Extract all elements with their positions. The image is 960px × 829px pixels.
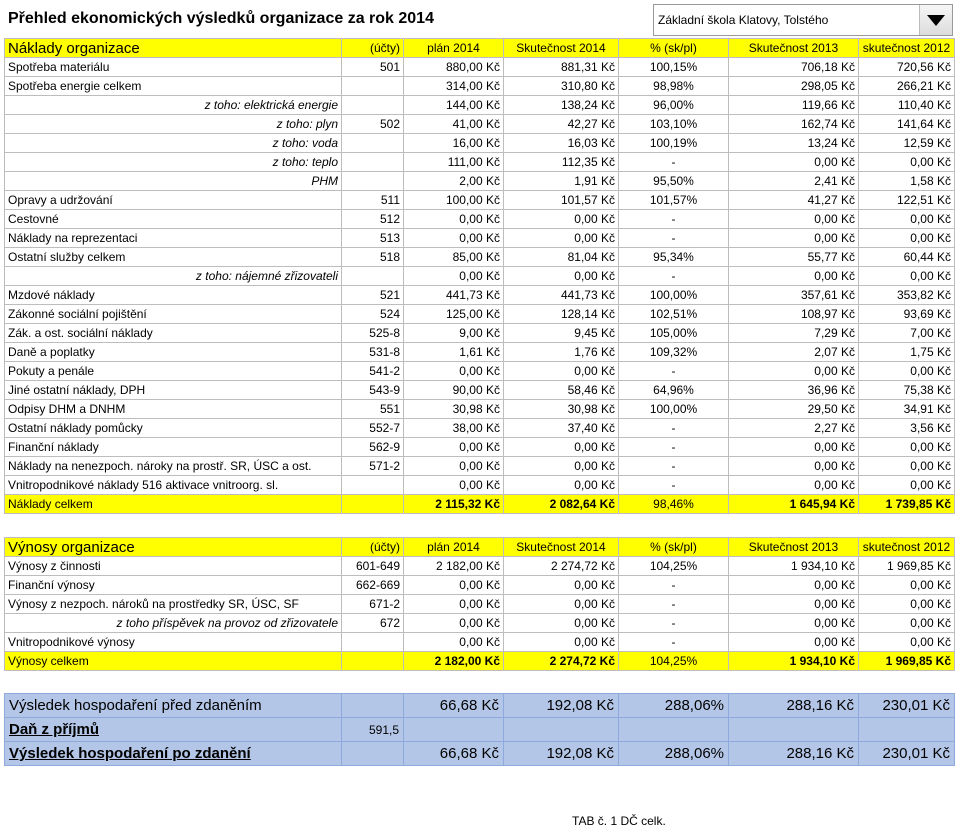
row-plan: 2,00 Kč [404,172,504,191]
row-plan: 66,68 Kč [404,694,504,718]
row-plan [404,718,504,742]
column-header: skutečnost 2012 [859,39,955,58]
row-plan: 314,00 Kč [404,77,504,96]
chevron-down-icon [927,15,945,26]
row-percent: 100,19% [619,134,729,153]
row-label: Výsledek hospodaření po zdanění [5,742,342,766]
row-actual-2012: 7,00 Kč [859,324,955,343]
row-plan: 66,68 Kč [404,742,504,766]
row-label: Spotřeba energie celkem [5,77,342,96]
row-actual-2014: 0,00 Kč [504,362,619,381]
table-row [5,229,955,248]
row-plan: 0,00 Kč [404,267,504,286]
table-row [5,457,955,476]
column-header: (účty) [342,538,404,557]
row-actual-2014: 101,57 Kč [504,191,619,210]
row-actual-2013: 2,07 Kč [729,343,859,362]
row-actual-2013: 0,00 Kč [729,438,859,457]
row-plan: 1,61 Kč [404,343,504,362]
row-actual-2013: 0,00 Kč [729,229,859,248]
row-percent: - [619,153,729,172]
row-account: 502 [342,115,404,134]
row-percent: - [619,267,729,286]
row-actual-2014: 0,00 Kč [504,267,619,286]
row-actual-2012: 0,00 Kč [859,595,955,614]
row-account: 525-8 [342,324,404,343]
row-actual-2013: 298,05 Kč [729,77,859,96]
table-row [5,324,955,343]
row-percent: 288,06% [619,742,729,766]
vynosy-table [4,537,955,671]
row-account [342,495,404,514]
row-actual-2012: 0,00 Kč [859,153,955,172]
row-account: 551 [342,400,404,419]
row-label: Pokuty a penále [5,362,342,381]
row-actual-2014: 0,00 Kč [504,476,619,495]
table-row [5,267,955,286]
row-actual-2013: 41,27 Kč [729,191,859,210]
row-actual-2012: 0,00 Kč [859,633,955,652]
row-actual-2014: 0,00 Kč [504,438,619,457]
column-header: Skutečnost 2013 [729,39,859,58]
row-plan: 2 115,32 Kč [404,495,504,514]
row-actual-2013: 0,00 Kč [729,457,859,476]
table-row [5,153,955,172]
row-label: Ostatní náklady pomůcky [5,419,342,438]
row-account: 511 [342,191,404,210]
row-actual-2012: 93,69 Kč [859,305,955,324]
row-plan: 144,00 Kč [404,96,504,115]
footer-note: TAB č. 1 DČ celk. [572,814,666,828]
row-actual-2013: 36,96 Kč [729,381,859,400]
row-actual-2014: 2 274,72 Kč [504,557,619,576]
row-actual-2014: 16,03 Kč [504,134,619,153]
row-actual-2013: 2,27 Kč [729,419,859,438]
table-row [5,210,955,229]
row-percent: - [619,633,729,652]
row-plan: 100,00 Kč [404,191,504,210]
row-account: 601-649 [342,557,404,576]
row-actual-2014: 30,98 Kč [504,400,619,419]
total-row [5,495,955,514]
row-percent: 95,50% [619,172,729,191]
row-label: Cestovné [5,210,342,229]
row-actual-2013: 1 934,10 Kč [729,652,859,671]
row-label: Zákonné sociální pojištění [5,305,342,324]
column-header: Skutečnost 2013 [729,538,859,557]
row-label: Jiné ostatní náklady, DPH [5,381,342,400]
row-account: 513 [342,229,404,248]
row-actual-2014: 441,73 Kč [504,286,619,305]
row-actual-2012: 0,00 Kč [859,576,955,595]
row-percent: 98,46% [619,495,729,514]
row-percent [619,718,729,742]
row-plan: 0,00 Kč [404,576,504,595]
table-row [5,115,955,134]
table-row [5,614,955,633]
row-percent: 95,34% [619,248,729,267]
row-percent: - [619,229,729,248]
row-percent: 105,00% [619,324,729,343]
column-header: skutečnost 2012 [859,538,955,557]
table-row [5,557,955,576]
row-account [342,267,404,286]
table-header-row [5,538,955,557]
row-percent: 100,00% [619,400,729,419]
row-actual-2012: 0,00 Kč [859,438,955,457]
row-actual-2014: 0,00 Kč [504,210,619,229]
row-actual-2013: 0,00 Kč [729,614,859,633]
row-account [342,742,404,766]
table-row [5,381,955,400]
row-percent: - [619,595,729,614]
row-actual-2014: 112,35 Kč [504,153,619,172]
row-actual-2013: 7,29 Kč [729,324,859,343]
row-actual-2013: 0,00 Kč [729,153,859,172]
row-actual-2013: 162,74 Kč [729,115,859,134]
row-label: Mzdové náklady [5,286,342,305]
row-label: Výnosy z činnosti [5,557,342,576]
row-actual-2012: 141,64 Kč [859,115,955,134]
row-actual-2013: 2,41 Kč [729,172,859,191]
row-account [342,652,404,671]
column-header: (účty) [342,39,404,58]
row-account: 662-669 [342,576,404,595]
row-label: Daně a poplatky [5,343,342,362]
row-actual-2014: 2 082,64 Kč [504,495,619,514]
row-account [342,77,404,96]
row-label: z toho příspěvek na provoz od zřizovatele [5,614,342,633]
row-label: Náklady na reprezentaci [5,229,342,248]
column-header: Skutečnost 2014 [504,538,619,557]
table-row [5,400,955,419]
row-account [342,172,404,191]
row-actual-2013: 0,00 Kč [729,633,859,652]
column-header: % (sk/pl) [619,39,729,58]
row-actual-2014: 192,08 Kč [504,742,619,766]
row-account: 524 [342,305,404,324]
row-actual-2014: 881,31 Kč [504,58,619,77]
row-plan: 41,00 Kč [404,115,504,134]
row-actual-2013: 0,00 Kč [729,267,859,286]
row-percent: 100,15% [619,58,729,77]
row-label: Náklady celkem [5,495,342,514]
table-header-row [5,39,955,58]
row-actual-2014: 42,27 Kč [504,115,619,134]
row-account: 521 [342,286,404,305]
column-header: Skutečnost 2014 [504,39,619,58]
row-actual-2014: 310,80 Kč [504,77,619,96]
row-actual-2012: 0,00 Kč [859,210,955,229]
page-title: Přehled ekonomických výsledků organizace za rok 2014 [8,10,434,27]
row-actual-2014: 0,00 Kč [504,614,619,633]
row-label: z toho: nájemné zřizovateli [5,267,342,286]
table-row [5,476,955,495]
column-header: plán 2014 [404,39,504,58]
table-row [5,248,955,267]
row-plan: 0,00 Kč [404,614,504,633]
table-row [5,595,955,614]
row-actual-2014: 138,24 Kč [504,96,619,115]
row-actual-2014: 81,04 Kč [504,248,619,267]
row-actual-2013: 706,18 Kč [729,58,859,77]
row-actual-2013: 13,24 Kč [729,134,859,153]
row-label: Spotřeba materiálu [5,58,342,77]
row-actual-2012: 34,91 Kč [859,400,955,419]
row-actual-2012: 1 969,85 Kč [859,557,955,576]
row-actual-2012: 60,44 Kč [859,248,955,267]
row-plan: 2 182,00 Kč [404,652,504,671]
row-actual-2014: 0,00 Kč [504,457,619,476]
row-actual-2013: 1 934,10 Kč [729,557,859,576]
row-account: 501 [342,58,404,77]
naklady-table [4,38,955,514]
column-header: Náklady organizace [5,39,342,58]
row-plan: 0,00 Kč [404,595,504,614]
row-account: 552-7 [342,419,404,438]
row-actual-2012: 230,01 Kč [859,694,955,718]
row-actual-2012: 353,82 Kč [859,286,955,305]
row-account: 571-2 [342,457,404,476]
row-label: Výsledek hospodaření před zdaněním [5,694,342,718]
column-header: % (sk/pl) [619,538,729,557]
row-plan: 0,00 Kč [404,476,504,495]
row-actual-2014: 9,45 Kč [504,324,619,343]
row-percent: 104,25% [619,652,729,671]
row-actual-2014: 37,40 Kč [504,419,619,438]
result-row [5,718,955,742]
row-account [342,96,404,115]
row-account: 541-2 [342,362,404,381]
row-account: 672 [342,614,404,633]
row-actual-2012: 0,00 Kč [859,457,955,476]
table-row [5,576,955,595]
row-actual-2014: 0,00 Kč [504,633,619,652]
table-row [5,96,955,115]
row-label: Daň z příjmů [5,718,342,742]
row-actual-2013: 0,00 Kč [729,576,859,595]
row-actual-2012: 0,00 Kč [859,267,955,286]
row-percent: 102,51% [619,305,729,324]
result-row [5,694,955,718]
row-account: 671-2 [342,595,404,614]
row-actual-2014: 0,00 Kč [504,229,619,248]
table-row [5,172,955,191]
row-percent: 288,06% [619,694,729,718]
row-actual-2012 [859,718,955,742]
row-actual-2012: 0,00 Kč [859,614,955,633]
row-actual-2012: 12,59 Kč [859,134,955,153]
row-actual-2012: 720,56 Kč [859,58,955,77]
row-label: Výnosy z nezpoch. nároků na prostředky SR, ÚSC, SF [5,595,342,614]
row-label: Odpisy DHM a DNHM [5,400,342,419]
row-actual-2013: 119,66 Kč [729,96,859,115]
row-account: 543-9 [342,381,404,400]
row-plan: 125,00 Kč [404,305,504,324]
row-plan: 0,00 Kč [404,438,504,457]
row-actual-2012: 0,00 Kč [859,362,955,381]
row-actual-2012: 3,56 Kč [859,419,955,438]
row-actual-2013: 55,77 Kč [729,248,859,267]
row-actual-2012: 1,75 Kč [859,343,955,362]
vysledek-table [4,693,955,766]
row-actual-2013: 0,00 Kč [729,362,859,381]
row-label: PHM [5,172,342,191]
row-actual-2013: 1 645,94 Kč [729,495,859,514]
row-plan: 30,98 Kč [404,400,504,419]
school-select[interactable] [653,4,953,36]
school-select-value: Základní škola Klatovy, Tolstého [658,13,829,27]
row-plan: 0,00 Kč [404,210,504,229]
table-row [5,419,955,438]
row-percent: - [619,419,729,438]
row-label: Ostatní služby celkem [5,248,342,267]
row-actual-2012: 230,01 Kč [859,742,955,766]
result-row [5,742,955,766]
column-header: plán 2014 [404,538,504,557]
table-row [5,438,955,457]
row-percent: - [619,438,729,457]
row-label: Opravy a udržování [5,191,342,210]
row-plan: 0,00 Kč [404,457,504,476]
row-plan: 9,00 Kč [404,324,504,343]
row-account [342,153,404,172]
row-label: Náklady na nenezpoch. nároky na prostř. SR, ÚSC a ost. [5,457,342,476]
row-percent: - [619,362,729,381]
row-account [342,633,404,652]
row-actual-2014: 1,76 Kč [504,343,619,362]
row-plan: 441,73 Kč [404,286,504,305]
row-account: 531-8 [342,343,404,362]
table-row [5,343,955,362]
row-actual-2012: 1,58 Kč [859,172,955,191]
row-actual-2014: 2 274,72 Kč [504,652,619,671]
row-actual-2012: 75,38 Kč [859,381,955,400]
row-actual-2012: 266,21 Kč [859,77,955,96]
row-account: 518 [342,248,404,267]
row-actual-2013: 288,16 Kč [729,742,859,766]
table-row [5,191,955,210]
row-actual-2012: 110,40 Kč [859,96,955,115]
row-plan: 0,00 Kč [404,362,504,381]
row-actual-2013: 357,61 Kč [729,286,859,305]
row-percent: - [619,476,729,495]
row-percent: 96,00% [619,96,729,115]
table-row [5,633,955,652]
row-percent: 100,00% [619,286,729,305]
row-plan: 0,00 Kč [404,229,504,248]
table-row [5,58,955,77]
row-account: 591,5 [342,718,404,742]
row-actual-2014: 128,14 Kč [504,305,619,324]
row-account: 562-9 [342,438,404,457]
row-label: Vnitropodnikové výnosy [5,633,342,652]
row-actual-2012: 0,00 Kč [859,476,955,495]
row-plan: 111,00 Kč [404,153,504,172]
row-account [342,476,404,495]
row-actual-2014: 1,91 Kč [504,172,619,191]
row-label: Finanční výnosy [5,576,342,595]
row-plan: 0,00 Kč [404,633,504,652]
row-actual-2013: 29,50 Kč [729,400,859,419]
row-label: Finanční náklady [5,438,342,457]
column-header: Výnosy organizace [5,538,342,557]
row-actual-2014: 192,08 Kč [504,694,619,718]
row-actual-2014 [504,718,619,742]
table-row [5,362,955,381]
row-label: Vnitropodnikové náklady 516 aktivace vnitroorg. sl. [5,476,342,495]
row-percent: 64,96% [619,381,729,400]
row-percent: - [619,614,729,633]
row-label: z toho: teplo [5,153,342,172]
table-row [5,286,955,305]
row-label: z toho: elektrická energie [5,96,342,115]
row-percent: - [619,210,729,229]
row-actual-2012: 1 969,85 Kč [859,652,955,671]
row-account [342,694,404,718]
row-actual-2013 [729,718,859,742]
row-percent: - [619,457,729,476]
row-account: 512 [342,210,404,229]
row-plan: 38,00 Kč [404,419,504,438]
row-percent: - [619,576,729,595]
row-plan: 2 182,00 Kč [404,557,504,576]
row-actual-2013: 0,00 Kč [729,210,859,229]
row-plan: 90,00 Kč [404,381,504,400]
row-percent: 101,57% [619,191,729,210]
row-actual-2014: 0,00 Kč [504,576,619,595]
row-plan: 16,00 Kč [404,134,504,153]
row-percent: 109,32% [619,343,729,362]
row-actual-2014: 58,46 Kč [504,381,619,400]
row-percent: 98,98% [619,77,729,96]
row-actual-2013: 108,97 Kč [729,305,859,324]
row-plan: 880,00 Kč [404,58,504,77]
table-row [5,134,955,153]
row-actual-2013: 288,16 Kč [729,694,859,718]
row-actual-2012: 1 739,85 Kč [859,495,955,514]
row-actual-2012: 122,51 Kč [859,191,955,210]
row-actual-2013: 0,00 Kč [729,476,859,495]
row-label: z toho: plyn [5,115,342,134]
table-row [5,305,955,324]
row-percent: 104,25% [619,557,729,576]
row-actual-2012: 0,00 Kč [859,229,955,248]
row-label: z toho: voda [5,134,342,153]
row-label: Výnosy celkem [5,652,342,671]
row-actual-2013: 0,00 Kč [729,595,859,614]
table-row [5,77,955,96]
row-label: Zák. a ost. sociální náklady [5,324,342,343]
row-account [342,134,404,153]
dropdown-button[interactable] [919,5,952,35]
total-row [5,652,955,671]
row-actual-2014: 0,00 Kč [504,595,619,614]
row-percent: 103,10% [619,115,729,134]
row-plan: 85,00 Kč [404,248,504,267]
